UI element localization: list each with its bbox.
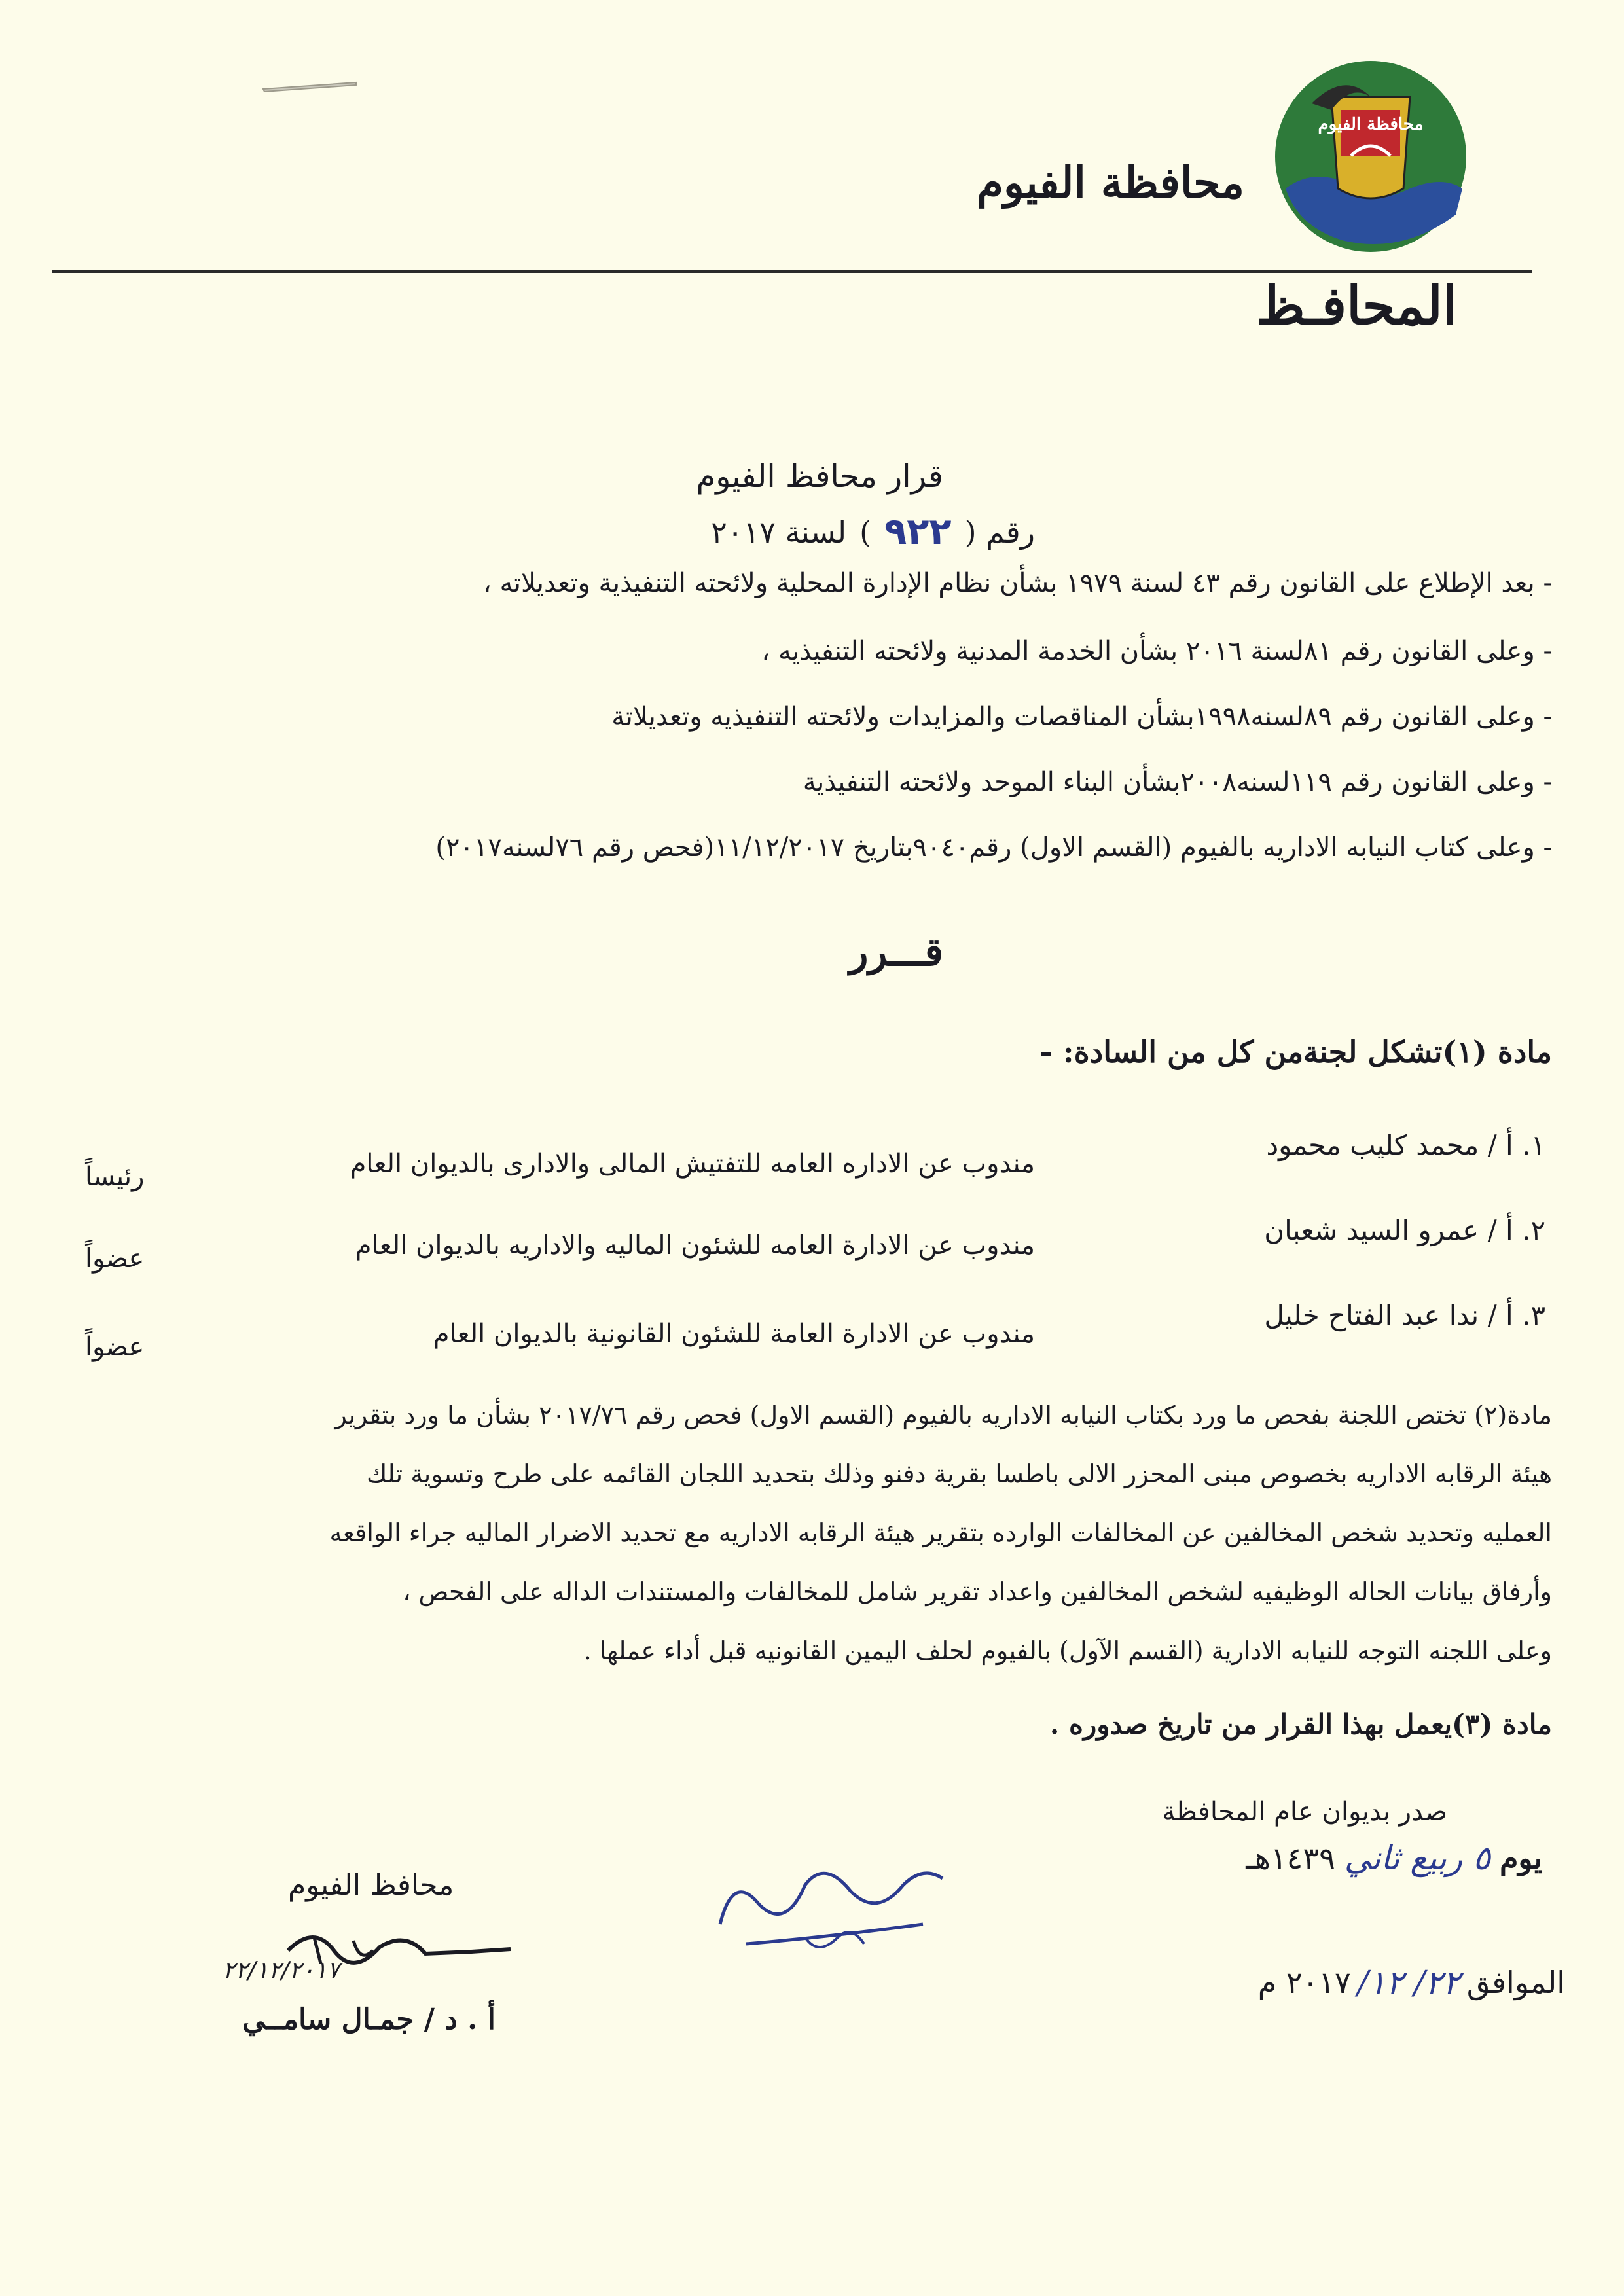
preamble-line: - وعلى القانون رقم ١١٩لسنه٢٠٠٨بشأن البناء الموحد ولائحته التنفيذية <box>803 767 1552 797</box>
day-label: يوم <box>1499 1840 1542 1876</box>
logo-text: محافظة الفيوم <box>1318 115 1424 134</box>
member-role: مندوب عن الادارة العامة للشئون القانونية بالديوان العام <box>433 1319 1035 1349</box>
article-2-line: وعلى اللجنه التوجه للنيابه الادارية (القسم الآول) بالفيوم لحلف اليمين القانونيه قبل أداء عملها . <box>583 1636 1552 1665</box>
preamble-line: - بعد الإطلاع على القانون رقم ٤٣ لسنة ١٩٧٩ بشأن نظام الإدارة المحلية ولائحته التنفيذية وتعديلاته ، <box>482 568 1552 598</box>
member-title: عضواً <box>85 1332 145 1362</box>
member-name: ٢. أ / عمرو السيد شعبان <box>1264 1214 1545 1246</box>
signature-title: محافظ الفيوم <box>288 1869 454 1902</box>
article-2-line: وأرفاق بيانات الحاله الوظيفيه لشخص المخالفين واعداد تقرير شامل للمخالفات والمستندات الداله على الفحص ، <box>403 1577 1552 1606</box>
preamble-line: - وعلى كتاب النيابه الاداريه بالفيوم (القسم الاول) رقم٩٠٤٠بتاريخ ١١/١٢/٢٠١٧(فحص رقم ٧٦لسنه٢٠١٧) <box>435 833 1552 863</box>
member-title: رئيساً <box>85 1162 145 1192</box>
article-2-line: مادة(٢) تختص اللجنة بفحص ما ورد بكتاب النيابه الاداريه بالفيوم (القسم الاول) فحص رقم ٢٠١٧/٧٦ بشأن ما ورد بتقرير <box>334 1401 1552 1429</box>
gregorian-date-line <box>1258 1964 1565 2001</box>
decree-number-close: ) <box>859 514 872 550</box>
gregorian-label: الموافق <box>1466 1965 1565 2000</box>
decree-number-handwritten: ٩٢٢ <box>884 511 952 553</box>
article-2-line: العمليه وتحديد شخص المخالفين عن المخالفات الوارده بتقرير هيئة الرقابه الاداريه مع تحديد الاضرار الماليه جراء الواقعه <box>329 1518 1552 1547</box>
article-1-heading: مادة (١)تشكل لجنةمن كل من السادة: - <box>1039 1034 1552 1069</box>
office-title: المحافـظ <box>1256 275 1457 336</box>
member-name: ٣. أ / ندا عبد الفتاح خليل <box>1264 1299 1545 1331</box>
gregorian-year: ٢٠١٧ م <box>1257 1965 1351 2000</box>
member-title: عضواً <box>85 1244 145 1274</box>
decree-number-line <box>711 511 1035 553</box>
member-role: مندوب عن الادارة العامه للشئون الماليه والاداريه بالديوان العام <box>355 1230 1035 1261</box>
member-name: ١. أ / محمد كليب محمود <box>1266 1129 1545 1161</box>
decree-year: لسنة ٢٠١٧ <box>711 514 847 550</box>
issuance-place: صدر بديوان عام المحافظة <box>1162 1797 1447 1827</box>
article-3: مادة (٣)يعمل بهذا القرار من تاريخ صدوره . <box>1049 1708 1552 1740</box>
hijri-year: ١٤٣٩هـ <box>1246 1840 1335 1876</box>
preamble-line: - وعلى القانون رقم ٨٩لسنه١٩٩٨بشأن المناقصات والمزايدات ولائحته التنفيذيه وتعديلاتة <box>611 702 1552 732</box>
member-role: مندوب عن الاداره العامه للتفتيش المالى والادارى بالديوان العام <box>350 1149 1035 1179</box>
hijri-day-handwritten: ٥ ربيع ثاني <box>1344 1839 1490 1877</box>
header-divider <box>52 270 1532 273</box>
governorate-logo <box>1272 58 1469 255</box>
staple-mark <box>261 80 359 93</box>
decree-title: قرار محافظ الفيوم <box>696 458 943 495</box>
signature-handwritten-date: ٢٢/١٢/٢٠١٧ <box>223 1957 340 1984</box>
decided-heading: قـــرر <box>849 929 943 975</box>
preamble-line: - وعلى القانون رقم ٨١لسنة ٢٠١٦ بشأن الخدمة المدنية ولائحته التنفيذيه ، <box>761 636 1552 666</box>
article-2-line: هيئة الرقابه الاداريه بخصوص مبنى المحزر الالى باطسا بقرية دفنو وذلك بتحديد اللجان القائمه على طرح وتسوية تلك <box>366 1460 1552 1488</box>
decree-number-label: رقم ( <box>964 514 1035 550</box>
secondary-signature <box>707 1846 956 1970</box>
governorate-name: محافظة الفيوم <box>977 157 1244 208</box>
gregorian-handwritten: ٢٢/ ١٢/ <box>1357 1964 1460 2001</box>
hijri-date-line <box>1246 1839 1542 1877</box>
signatory-name: أ . د / جمـال سامــي <box>242 2003 496 2036</box>
